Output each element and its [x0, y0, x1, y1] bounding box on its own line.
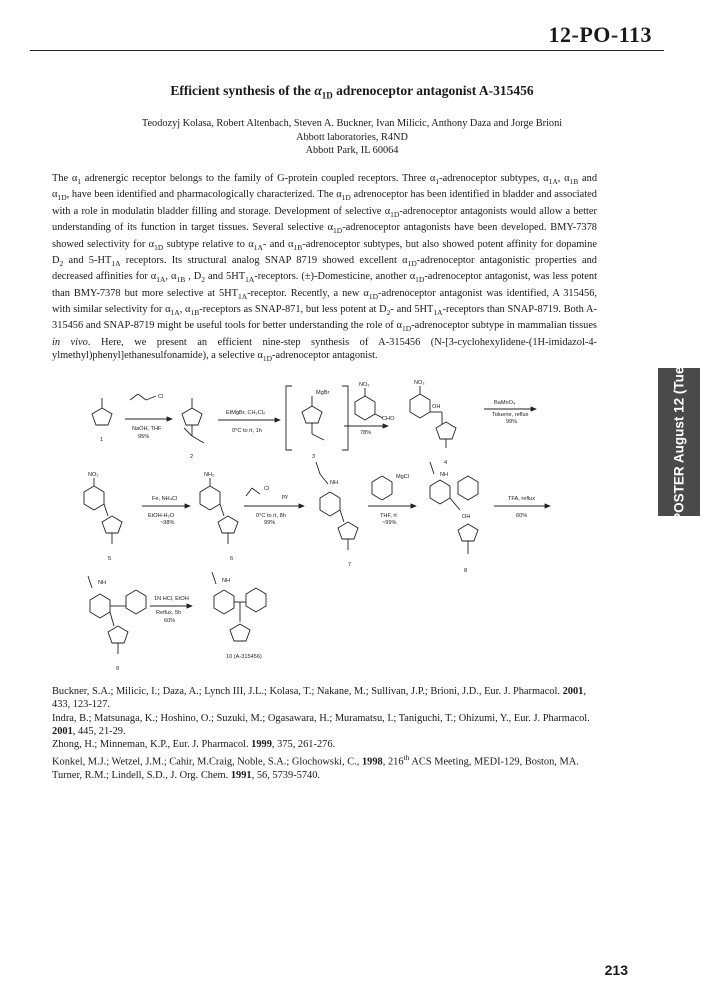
reference-item — [52, 769, 602, 782]
text-segment: 1A — [253, 242, 263, 252]
text-segment: 1D — [368, 291, 379, 301]
text-segment: 1D — [57, 193, 67, 203]
text-segment: in vivo — [52, 336, 88, 348]
text-segment: -adrenoceptor antagonists have been developed. BMY-7378 showed selectivity for α — [52, 222, 597, 250]
group-cho: CHO — [382, 416, 395, 422]
page-number: 213 — [604, 962, 628, 978]
compound-label-8: 8 — [464, 568, 468, 574]
text-segment: 2 — [201, 275, 206, 285]
reagent-s5-c: ~98% — [160, 520, 175, 526]
title-prefix: Efficient synthesis of the — [170, 83, 315, 98]
text-segment: , have been identified and pharmacologically characterized. The α — [66, 189, 342, 201]
text-segment: 1D — [333, 226, 343, 236]
text-segment: , α — [557, 173, 570, 184]
text-segment: and 5HT — [205, 271, 246, 283]
reference-item — [52, 712, 602, 739]
group-nh-8: NH — [440, 472, 449, 478]
text-segment: 2001 — [562, 686, 584, 697]
reagent-s8-b: 60% — [516, 513, 528, 519]
text-segment: The α — [52, 173, 78, 184]
poster-code: 12-PO-113 — [548, 22, 652, 47]
text-segment: -receptors than SNAP-8719. Both A-315456 and SNAP-8719 might be useful tools for better understanding the role of α — [52, 304, 597, 332]
text-segment: 1B — [569, 177, 579, 187]
group-nitro-5: NO₂ — [88, 472, 99, 478]
group-nitro-4: NO₂ — [414, 380, 425, 386]
reagent-s6-b: 0°C to rt, 8h — [256, 513, 286, 519]
text-segment: Konkel, M.J.; Wetzel, J.M.; Cahir, M.Craig, Noble, S.A.; Glochowski, C., — [52, 756, 362, 768]
text-segment: , 375, 261-276. — [271, 739, 336, 751]
text-segment: 1A — [245, 275, 255, 285]
group-cl-1: Cl — [158, 394, 164, 400]
reagent-s6-c: 99% — [264, 520, 276, 526]
text-segment: -adrenoceptor antagonist, was less potent than BMY-7378 but more selective at 5HT — [52, 271, 598, 299]
imidazole-ring-4 — [436, 422, 456, 439]
reagent-s9-a: 1N HCl, EtOH — [154, 596, 189, 602]
imidazole-ring-7 — [338, 522, 358, 539]
poster-date-label: POSTER August 12 (Tue) — [671, 362, 687, 522]
abstract — [52, 172, 597, 365]
text-segment: th — [403, 753, 410, 763]
text-segment: 1D — [390, 209, 400, 219]
text-segment: 1998 — [361, 756, 383, 768]
text-segment: subtype relative to α — [163, 238, 254, 250]
title-suffix: adrenoceptor antagonist A-315456 — [332, 83, 534, 98]
reagent-s4-b: Toluene, reflux — [492, 412, 529, 418]
text-segment: -adrenoceptor subtype in mammalian tissues — [411, 320, 597, 332]
text-segment: , 56, 5739-5740. — [251, 770, 321, 782]
text-segment: 1A — [170, 308, 180, 318]
imidazole-ring-9 — [108, 626, 128, 643]
benzene-ring-8 — [430, 480, 450, 504]
text-segment: . Here, we present an efficient nine-step synthesis of A-315456 (N-[3-cyclohexylidene-(1H-imidazol-4-ylmethyl)phenyl]ethanesulfonamide), a selective α — [52, 336, 597, 362]
text-segment: 1D — [401, 324, 412, 334]
text-segment: 1 — [435, 177, 440, 187]
benzene-ring-4 — [410, 394, 430, 418]
bracket-right — [342, 386, 348, 450]
reagent-s2-b: 0°C to rt, 1h — [232, 428, 262, 434]
group-amine-6: NH₂ — [204, 472, 215, 478]
text-segment: 1A — [548, 177, 558, 187]
text-segment: and 5-HT — [63, 254, 112, 266]
text-segment: 1D — [415, 275, 425, 285]
imidazole-ring-6 — [218, 516, 238, 533]
bracket-left — [286, 386, 292, 450]
benzene-ring-nitrobenzaldehyde — [355, 396, 375, 420]
benzene-ring-10 — [214, 590, 234, 614]
reference-item — [52, 751, 602, 769]
text-segment: 1D — [407, 258, 417, 268]
reagent-s4-a: BaMnO₄ — [494, 400, 516, 406]
text-segment: -adrenoceptor antagonistic properties and decreased affinities for α — [52, 254, 597, 283]
reagent-s9-b: Reflux, 5h — [156, 610, 182, 616]
author-names: Teodozyj Kolasa, Robert Altenbach, Steven A. Buckner, Ivan Milicic, Anthony Daza and Jorge Brioni — [141, 118, 563, 129]
text-segment: 1A — [111, 258, 121, 268]
group-oh-8: OH — [462, 514, 471, 520]
text-segment: -adrenoceptor antagonist was identified, A 315456, with similar selectivity for α — [52, 287, 597, 315]
reagent-s6-a: py — [282, 494, 288, 500]
text-segment: 1A — [238, 291, 248, 301]
group-mgbr: MgBr — [316, 390, 330, 396]
text-segment: adrenergic receptor belongs to the family of G-protein coupled receptors. Three α — [81, 173, 436, 184]
title-alpha: α — [314, 83, 322, 98]
text-segment: -receptor. Recently, a new α — [247, 287, 369, 299]
compound-label-6: 6 — [230, 556, 234, 562]
text-segment: ACS Meeting, MEDI-129, Boston, MA. — [409, 756, 579, 768]
text-segment: 1 — [77, 177, 82, 187]
text-segment: - and 5HT — [390, 304, 434, 315]
reagent-s4-c: 99% — [506, 419, 518, 425]
text-segment: Buckner, S.A.; Milicic, I.; Daza, A.; Lynch III, J.L.; Kolasa, T.; Nakane, M.; Sullivan, J.P.; Brioni, J.D., Eur. J. Pharmacol. — [52, 686, 563, 697]
text-segment: 1999 — [251, 739, 272, 751]
text-segment: , α — [179, 304, 191, 315]
group-nh-10: NH — [222, 578, 231, 584]
references — [52, 685, 602, 783]
text-segment: receptors. Its structural analog SNAP 8719 showed excellent α — [120, 254, 408, 266]
cyclohexane-ring-grignard — [372, 476, 392, 500]
text-segment: Turner, R.M.; Lindell, S.D., J. Org. Chem. — [52, 770, 231, 782]
text-segment: 1B — [176, 275, 186, 285]
imidazole-ring-3 — [302, 406, 322, 423]
text-segment: 1D — [262, 354, 273, 364]
synthesis-scheme — [80, 378, 620, 680]
compound-label-7: 7 — [348, 562, 352, 568]
text-segment: adrenoceptor has been identified in bladder and associated with a role in modulatin bladder filling and storage. Development of selective α — [52, 189, 597, 217]
text-segment: 1D — [154, 242, 164, 252]
text-segment: -adrenoceptor antagonist. — [272, 350, 378, 362]
author-address: Abbott Park, IL 60064 — [305, 145, 399, 156]
group-mgcl: MgCl — [396, 474, 410, 480]
text-segment: -receptors as SNAP-871, but less potent at D — [199, 304, 387, 315]
text-segment: -adrenoceptor subtypes, α — [439, 173, 549, 184]
reagent-s7-b: ~99% — [382, 520, 397, 526]
text-segment: 1991 — [230, 770, 252, 782]
author-affiliation: Abbott laboratories, R4ND — [296, 131, 408, 143]
text-segment: and α — [52, 173, 598, 201]
group-oh-4: OH — [432, 404, 441, 410]
imidazole-ring-10 — [230, 624, 250, 641]
text-segment: 2 — [386, 308, 391, 318]
imidazole-ring-2 — [182, 408, 202, 425]
reagent-s5-b: EtOH-H₂O — [148, 513, 175, 519]
reagent-s8-a: TFA, reflux — [508, 496, 536, 502]
group-nh-7: NH — [330, 480, 339, 486]
group-nh-9: NH — [98, 580, 107, 586]
benzene-ring-6 — [200, 486, 220, 510]
compound-label-3: 3 — [312, 454, 316, 460]
reagent-s1-b: 95% — [138, 434, 150, 440]
text-segment: , 433, 123-127. — [52, 686, 586, 711]
imidazole-ring-8 — [458, 524, 478, 541]
compound-label-10: 10 (A-315456) — [226, 654, 262, 660]
imidazole-ring-1 — [92, 408, 112, 425]
compound-label-5: 5 — [108, 556, 112, 562]
text-segment: Indra, B.; Matsunaga, K.; Hoshino, O.; Suzuki, M.; Ogasawara, H.; Muramatsu, I.; Taniguchi, T.; Ohizumi, Y., Eur. J. Pharmacol. — [52, 712, 590, 724]
group-cl-2: Cl — [264, 486, 270, 492]
reagent-s3: 78% — [360, 430, 372, 436]
text-segment: -receptors. (±)-Domesticine, another α — [254, 271, 416, 283]
benzene-ring-7 — [320, 492, 340, 516]
reagent-s9-c: 60% — [164, 618, 176, 624]
text-segment: 1B — [293, 242, 303, 252]
reference-item — [52, 685, 602, 712]
cyclohexane-ring-8 — [458, 476, 478, 500]
group-nitro-a: NO₂ — [359, 382, 370, 388]
cyclohexane-ring-10 — [246, 588, 266, 612]
reagent-s7-a: THF, rt — [380, 513, 397, 519]
text-segment: , D — [185, 271, 202, 283]
cyclohexane-ring-9 — [126, 590, 146, 614]
text-segment: 1B — [190, 308, 200, 318]
reagent-s1-a: NaOH, THF — [132, 426, 162, 432]
text-segment: 2001 — [52, 725, 73, 737]
paper-title — [0, 83, 704, 101]
text-segment: , 445, 21-29. — [72, 725, 126, 737]
reagent-s5-a: Fe, NH₄Cl — [152, 496, 178, 502]
benzene-ring-9 — [90, 594, 110, 618]
compound-label-1: 1 — [100, 437, 104, 443]
compound-label-4: 4 — [444, 460, 448, 466]
imidazole-ring-5 — [102, 516, 122, 533]
header-rule — [30, 50, 664, 51]
text-segment: -adrenoceptor antagonists would allow a better understanding of its function in target tissues. Several selective α — [52, 205, 597, 234]
benzene-ring-5 — [84, 486, 104, 510]
text-segment: , 216 — [382, 756, 404, 768]
reference-item — [52, 738, 602, 751]
text-segment: 2 — [59, 258, 64, 268]
text-segment: , α — [165, 271, 177, 283]
text-segment: Zhong, H.; Minneman, K.P., Eur. J. Pharmacol. — [52, 739, 252, 751]
compound-label-9: 9 — [116, 666, 120, 672]
text-segment: 1A — [433, 308, 443, 318]
author-block — [0, 117, 704, 158]
title-alpha-subscript: 1D — [321, 90, 333, 101]
abstract-paragraph — [52, 172, 597, 365]
text-segment: 1A — [156, 275, 166, 285]
text-segment: 1D — [341, 193, 351, 203]
poster-date-tab — [658, 362, 700, 522]
text-segment: - and α — [262, 238, 294, 250]
reagent-s2-a: EtMgBr, CH₂Cl₂ — [226, 410, 266, 416]
text-segment: -adrenoceptor subtypes, but also showed potent affinity for dopamine D — [52, 238, 597, 266]
compound-label-2: 2 — [190, 454, 194, 460]
